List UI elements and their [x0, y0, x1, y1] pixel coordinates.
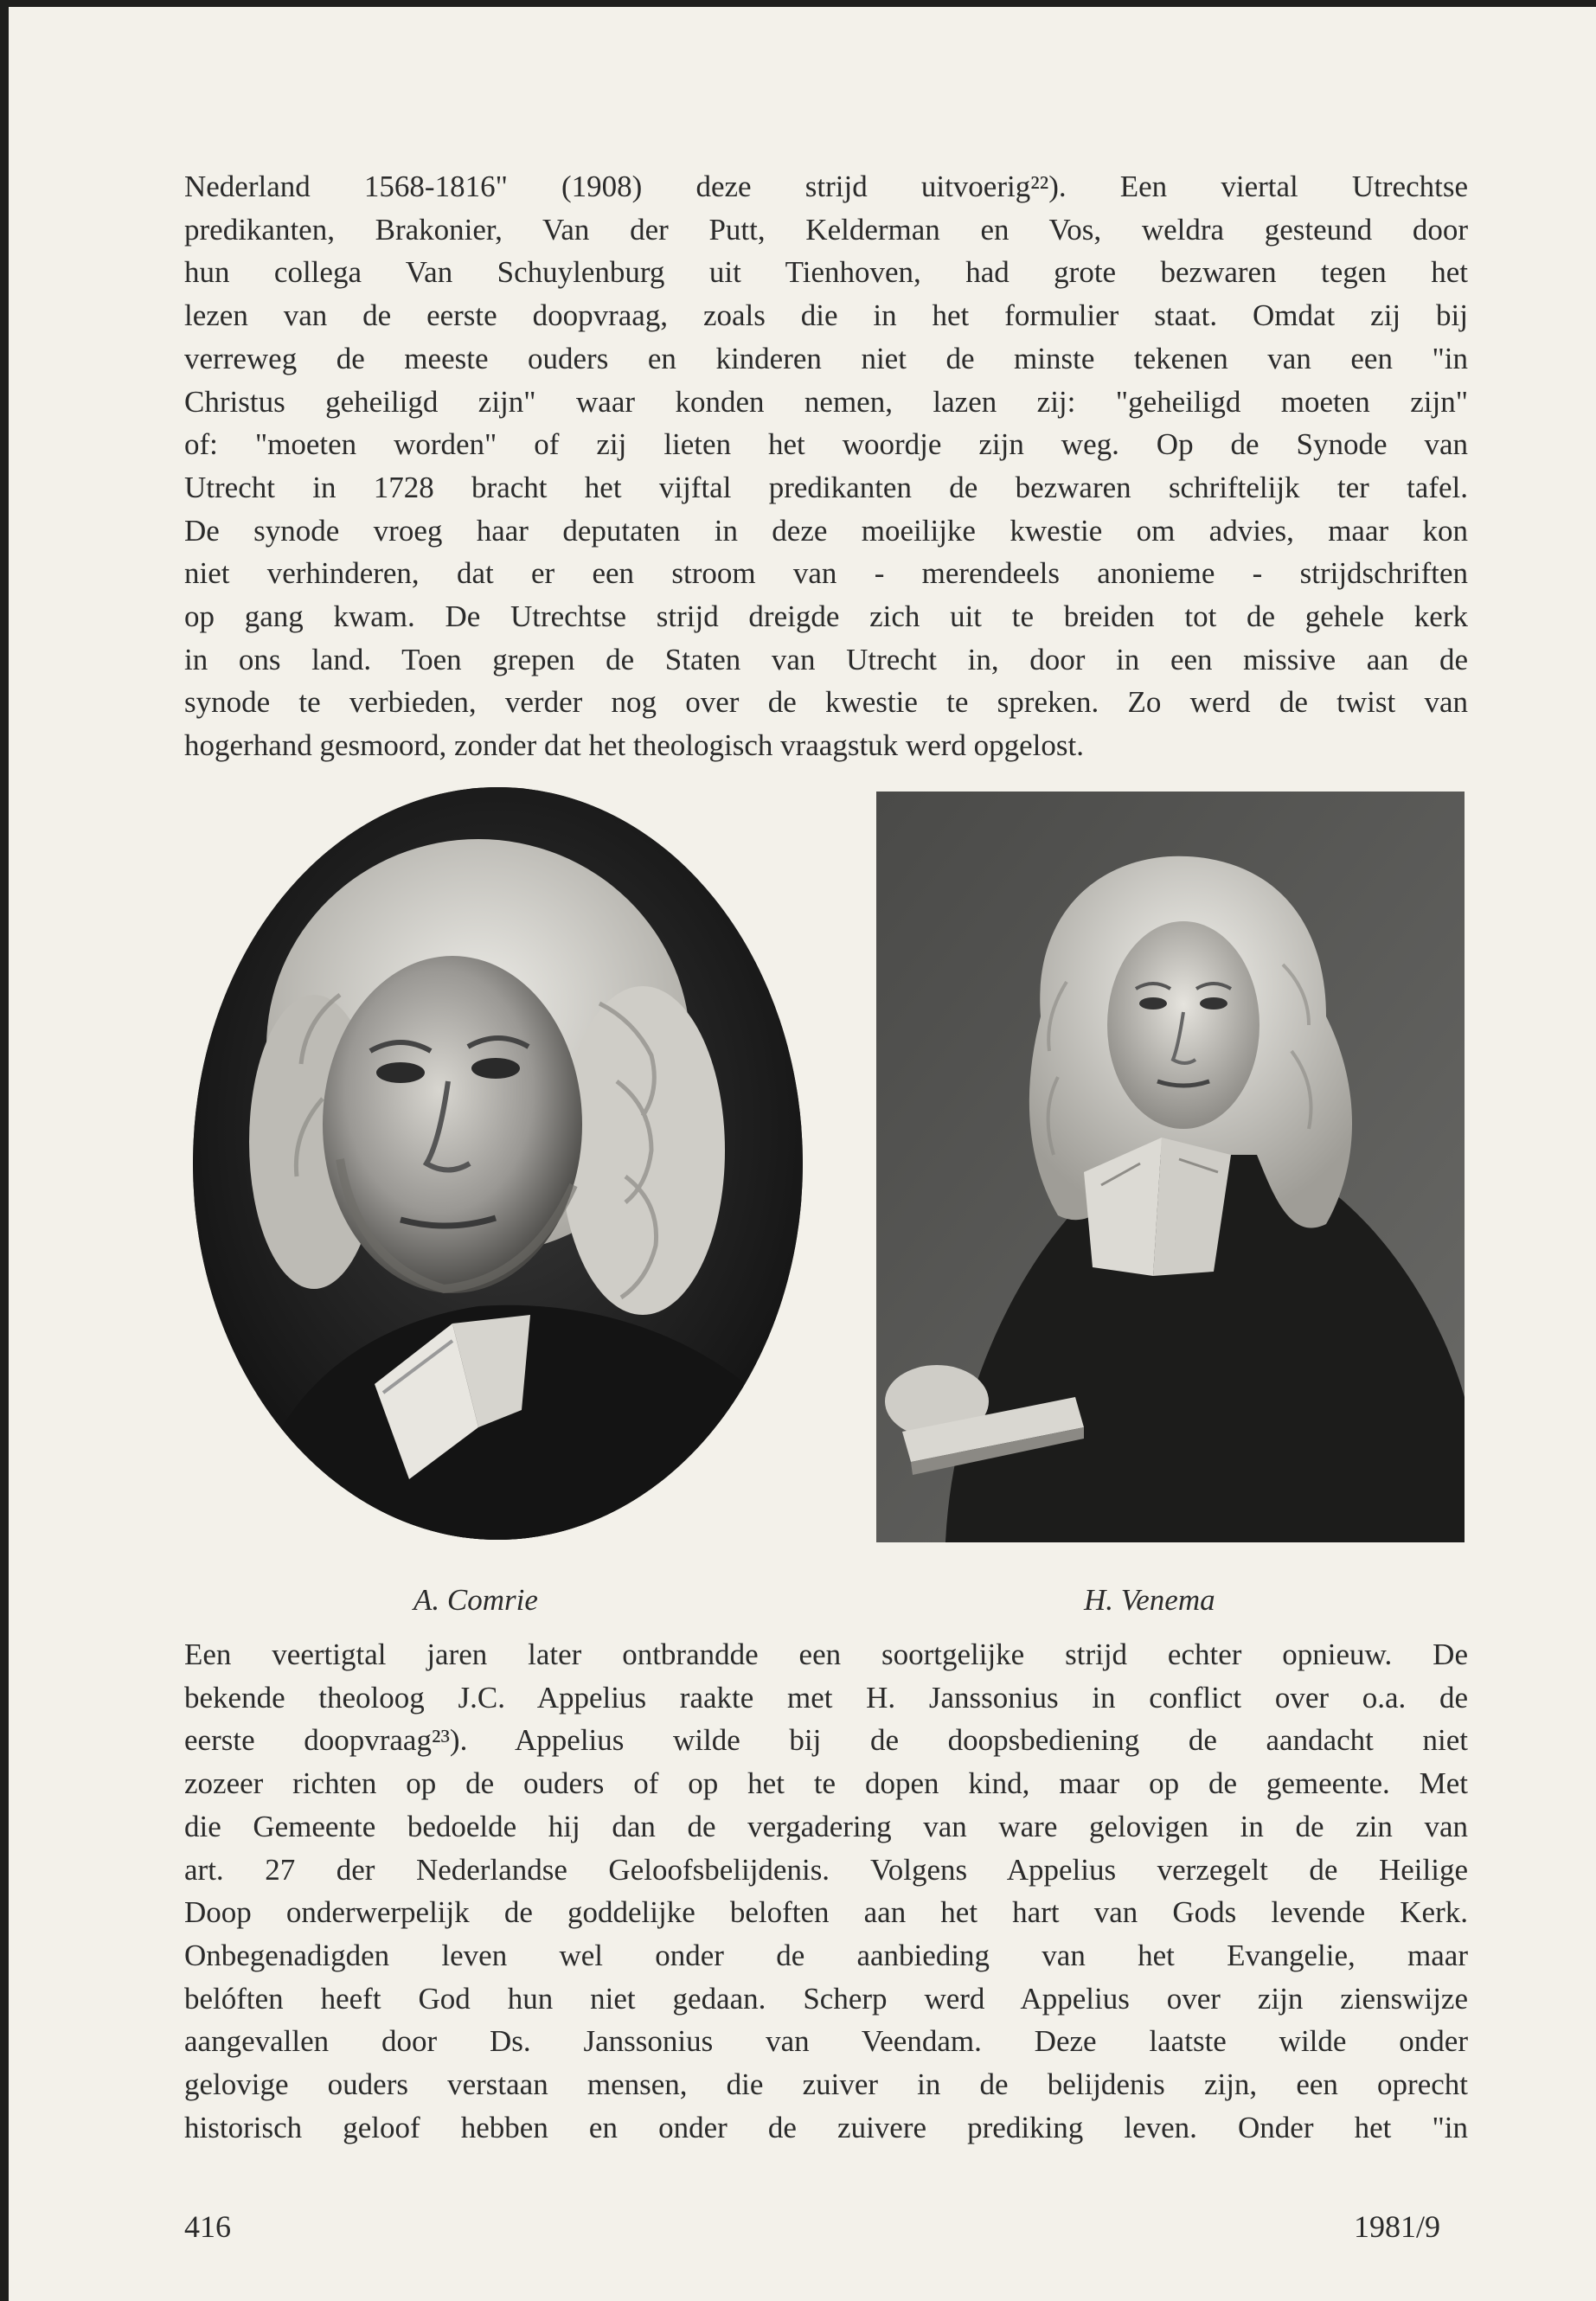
text-line: Een veertigtal jaren later ontbrandde een soortgelijke strijd echter opnieuw. De [184, 1638, 1468, 1671]
text-line: historisch geloof hebben en onder de zuivere prediking leven. Onder het "in [184, 2110, 1468, 2144]
text-line: bekende theoloog J.C. Appelius raakte met H. Janssonius in conflict over o.a. de [184, 1680, 1468, 1715]
text-line: in ons land. Toen grepen de Staten van Utrecht in, door in een missive aan de [184, 642, 1468, 676]
text-line: eerste doopvraag²³). Appelius wilde bij de doopsbediening de aandacht niet [184, 1723, 1468, 1758]
text-line: of: "moeten worden" of zij lieten het woordje zijn weg. Op de Synode van [184, 427, 1468, 462]
text-line: die Gemeente bedoelde hij dan de vergadering van ware gelovigen in de zin van [184, 1809, 1468, 1843]
text-line: gelovige ouders verstaan mensen, die zuiver in de belijdenis zijn, een oprecht [184, 2067, 1468, 2102]
text-line: zozeer richten op de ouders of op het te dopen kind, maar op de gemeente. Met [184, 1766, 1468, 1801]
text-line: lezen van de eerste doopvraag, zoals die in het formulier staat. Omdat zij bij [184, 298, 1468, 333]
text-line: op gang kwam. De Utrechtse strijd dreigde zich uit te breiden tot de gehele kerk [184, 599, 1468, 634]
text-line: verreweg de meeste ouders en kinderen niet de minste tekenen van een "in [184, 341, 1468, 375]
page-number: 416 [184, 2209, 231, 2244]
text-line: hun collega Van Schuylenburg uit Tienhoven, had grote bezwaren tegen het [184, 255, 1468, 290]
text-line: Nederland 1568-1816" (1908) deze strijd uitvoerig²²). Een viertal Utrechtse [184, 170, 1468, 203]
text-line: Christus geheiligd zijn" waar konden nemen, lazen zij: "geheiligd moeten zijn" [184, 384, 1468, 419]
text-line: art. 27 der Nederlandse Geloofsbelijdenis. Volgens Appelius verzegelt de Heilige [184, 1852, 1468, 1887]
text-line: belóften heeft God hun niet gedaan. Scherp werd Appelius over zijn zienswijze [184, 1981, 1468, 2016]
paragraph-2 [184, 1633, 1468, 2149]
text-line: Doop onderwerpelijk de goddelijke beloften aan het hart van Gods levende Kerk. [184, 1895, 1468, 1930]
text-line: Utrecht in 1728 bracht het vijftal predikanten de bezwaren schriftelijk ter tafel. [184, 470, 1468, 504]
text-line: predikanten, Brakonier, Van der Putt, Kelderman en Vos, weldra gesteund door [184, 212, 1468, 247]
portrait-comrie [193, 787, 803, 1540]
caption-comrie: A. Comrie [413, 1583, 538, 1617]
text-line: Onbegenadigden leven wel onder de aanbieding van het Evangelie, maar [184, 1938, 1468, 1972]
paragraph-1 [184, 165, 1468, 767]
text-line: synode te verbieden, verder nog over de kwestie te spreken. Zo werd de twist van [184, 685, 1468, 720]
text-line: niet verhinderen, dat er een stroom van - merendeels anonieme - strijdschriften [184, 556, 1468, 591]
text-line: aangevallen door Ds. Janssonius van Veendam. Deze laatste wilde onder [184, 2024, 1468, 2059]
caption-venema: H. Venema [1084, 1583, 1215, 1617]
text-line: hogerhand gesmoord, zonder dat het theologisch vraagstuk werd opgelost. [184, 728, 1085, 763]
issue-number: 1981/9 [1354, 2209, 1441, 2244]
text-line: De synode vroeg haar deputaten in deze moeilijke kwestie om advies, maar kon [184, 513, 1468, 548]
portrait-venema [876, 792, 1465, 1542]
